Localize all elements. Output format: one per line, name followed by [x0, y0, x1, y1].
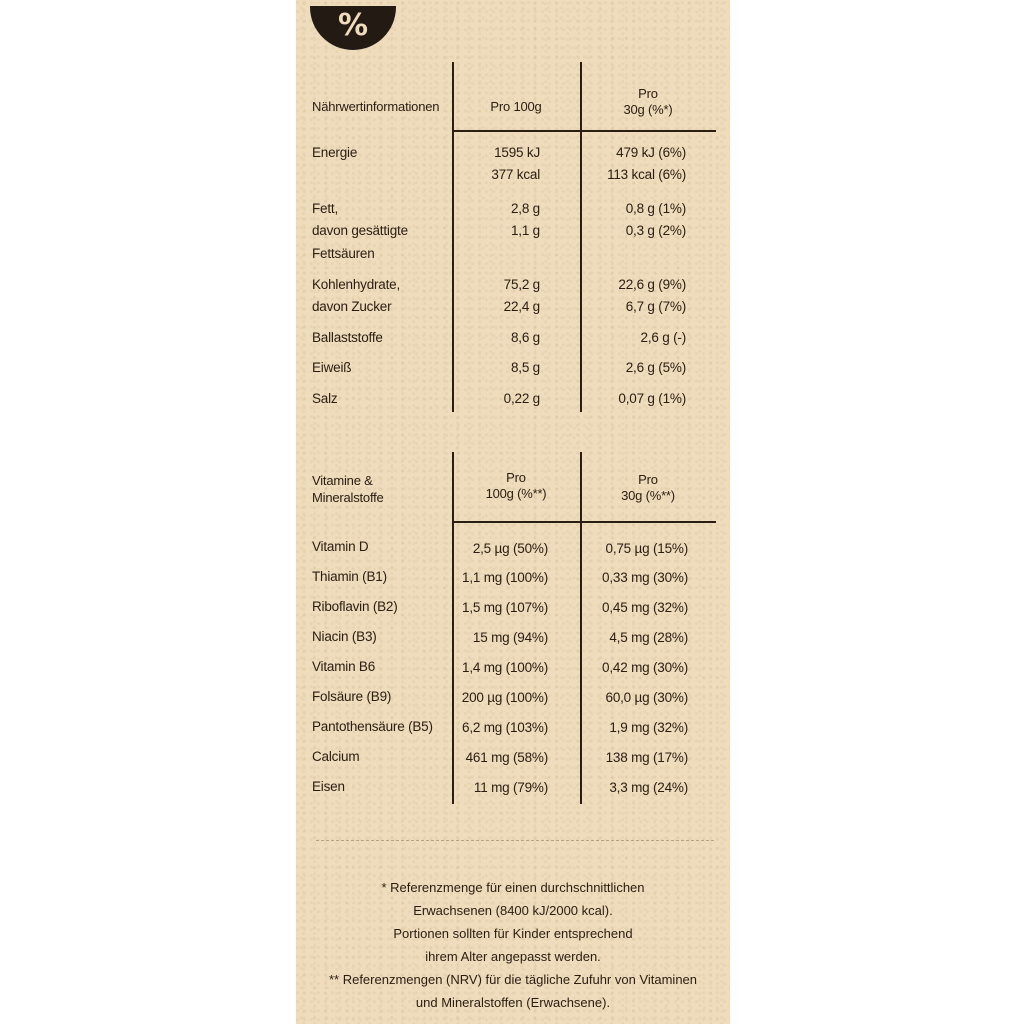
vitamins-header-per100-line1: Pro [506, 470, 526, 485]
nutrition-row-value-per100: 22,4 g [503, 299, 540, 314]
nutrition-divider-right [580, 62, 582, 412]
footnote-line: Erwachsenen (8400 kJ/2000 kcal). [413, 903, 613, 918]
nutrition-row-value-per30: 22,6 g (9%) [618, 277, 686, 292]
percent-symbol: % [337, 8, 369, 43]
vitamin-row-value-per30: 0,75 µg (15%) [605, 541, 688, 556]
nutrition-divider-left [452, 62, 454, 412]
vitamins-header-per30-line1: Pro [638, 472, 658, 487]
footnote-line: und Mineralstoffen (Erwachsene). [415, 995, 611, 1010]
vitamin-row-value-per30: 0,33 mg (30%) [602, 570, 688, 585]
nutrition-row-label: Fettsäuren [312, 246, 375, 261]
vitamin-row-value-per30: 1,9 mg (32%) [609, 720, 688, 735]
nutrition-header-per100: Pro 100g [490, 99, 542, 114]
nutrition-row-value-per30: 0,3 g (2%) [625, 223, 686, 238]
nutrition-row-value-per30: 0,8 g (1%) [625, 201, 686, 216]
nutrition-row-value-per100: 0,22 g [503, 391, 540, 406]
nutrition-row-value-per30: 479 kJ (6%) [616, 145, 686, 160]
nutrition-row-label: Energie [312, 145, 358, 160]
nutrition-row-value-per100: 377 kcal [491, 167, 540, 182]
nutrition-row-label: davon Zucker [312, 299, 392, 314]
nutrition-row-label: Fett, [312, 201, 339, 216]
vitamin-row-value-per100: 1,4 mg (100%) [462, 660, 548, 675]
vitamin-row-value-per100: 200 µg (100%) [461, 690, 548, 705]
vitamins-header-per30-line2: 30g (%**) [621, 488, 675, 503]
nutrition-row-value-per100: 75,2 g [503, 277, 540, 292]
vitamin-row-value-per30: 60,0 µg (30%) [605, 690, 688, 705]
nutrition-row-value-per100: 8,6 g [510, 330, 540, 345]
footnote-line: ** Referenzmengen (NRV) für die tägliche Zufuhr von Vitaminen [328, 972, 698, 987]
vitamins-divider-right [580, 452, 582, 804]
nutrition-header-rule [452, 130, 716, 132]
vitamin-row-value-per30: 3,3 mg (24%) [609, 780, 688, 795]
nutrition-row-value-per30: 2,6 g (5%) [625, 360, 686, 375]
nutrition-row-label: Eiweiß [312, 360, 352, 375]
nutrition-row-label: davon gesättigte [312, 223, 408, 238]
vitamin-row-value-per30: 138 mg (17%) [605, 750, 688, 765]
vitamins-header-rule [452, 521, 716, 523]
vitamin-row-label: Riboflavin (B2) [312, 599, 398, 614]
vitamin-row-label: Eisen [312, 779, 345, 794]
vitamin-row-label: Vitamin B6 [312, 659, 376, 674]
nutrition-row-label: Kohlenhydrate, [312, 277, 401, 292]
vitamin-row-value-per100: 6,2 mg (103%) [462, 720, 548, 735]
nutrition-header-label: Nährwertinformationen [312, 99, 440, 114]
nutrition-row-value-per100: 1595 kJ [494, 145, 540, 160]
vitamins-divider-left [452, 452, 454, 804]
vitamins-header-per100-line2: 100g (%**) [485, 486, 547, 501]
vitamin-row-value-per100: 461 mg (58%) [465, 750, 548, 765]
nutrition-row-value-per30: 2,6 g (-) [640, 330, 686, 345]
vitamins-header-label-line1: Vitamine & [312, 473, 373, 488]
vitamin-row-label: Thiamin (B1) [312, 569, 387, 584]
nutrition-row-value-per100: 1,1 g [510, 223, 540, 238]
vitamin-row-value-per100: 1,5 mg (107%) [462, 600, 548, 615]
nutrition-row-value-per30: 6,7 g (7%) [625, 299, 686, 314]
footnote-separator [316, 840, 714, 841]
vitamin-row-label: Niacin (B3) [312, 629, 377, 644]
footnote-line: ihrem Alter angepasst werden. [425, 949, 601, 964]
vitamins-header-label-line2: Mineralstoffe [312, 490, 384, 505]
vitamin-row-value-per30: 4,5 mg (28%) [609, 630, 688, 645]
footnote-line: * Referenzmenge für einen durchschnittlichen [381, 880, 645, 895]
vitamin-row-label: Folsäure (B9) [312, 689, 392, 704]
nutrition-header-per30-line1: Pro [638, 86, 658, 101]
vitamin-row-label: Pantothensäure (B5) [312, 719, 433, 734]
nutrition-row-value-per100: 2,8 g [510, 201, 540, 216]
vitamin-row-label: Vitamin D [312, 539, 369, 554]
nutrition-row-value-per30: 113 kcal (6%) [607, 167, 686, 182]
footnote-line: Portionen sollten für Kinder entsprechend [393, 926, 633, 941]
nutrition-row-label: Salz [312, 391, 338, 406]
percent-bowl-icon [310, 6, 396, 50]
nutrition-row-label: Ballaststoffe [312, 330, 383, 345]
vitamin-row-value-per100: 1,1 mg (100%) [462, 570, 548, 585]
vitamin-row-value-per30: 0,45 mg (32%) [602, 600, 688, 615]
vitamin-row-label: Calcium [312, 749, 360, 764]
nutrition-row-value-per100: 8,5 g [510, 360, 540, 375]
vitamin-row-value-per100: 2,5 µg (50%) [472, 541, 548, 556]
nutrition-row-value-per30: 0,07 g (1%) [618, 391, 686, 406]
nutrition-panel [296, 0, 730, 1024]
vitamin-row-value-per100: 11 mg (79%) [473, 780, 548, 795]
vitamin-row-value-per30: 0,42 mg (30%) [602, 660, 688, 675]
nutrition-header-per30-line2: 30g (%*) [623, 102, 673, 117]
vitamin-row-value-per100: 15 mg (94%) [472, 630, 548, 645]
footnote [316, 876, 710, 1014]
